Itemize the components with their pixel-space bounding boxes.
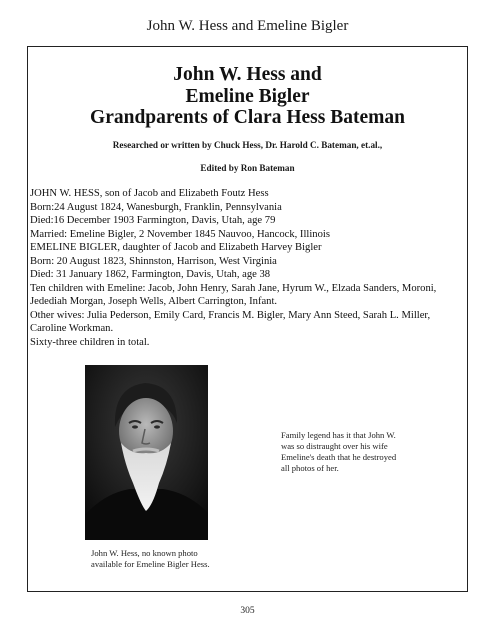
photo-caption: John W. Hess, no known photo available for Emeline Bigler Hess. — [91, 548, 210, 569]
fact-line: JOHN W. HESS, son of Jacob and Elizabeth Foutz Hess — [30, 188, 269, 199]
fact-line: EMELINE BIGLER, daughter of Jacob and Elizabeth Harvey Bigler — [30, 242, 322, 253]
fact-line: Other wives: Julia Pederson, Emily Card, Francis M. Bigler, Mary Ann Steed, Sarah L. Miller, Caroline Workman. — [30, 309, 431, 334]
title-line-3: Grandparents of Clara Hess Bateman — [90, 107, 405, 128]
fact-line: Married: Emeline Bigler, 2 November 1845 Nauvoo, Hancock, Illinois — [30, 228, 330, 240]
fact-line: Born:24 August 1824, Wanesburgh, Franklin, Pennsylvania — [30, 201, 282, 213]
family-facts — [30, 187, 460, 349]
fact-line: Sixty-three children in total. — [30, 336, 150, 348]
running-head: John W. Hess and Emeline Bigler — [146, 18, 349, 34]
fact-line: Died: 31 January 1862, Farmington, Davis, Utah, age 38 — [30, 269, 271, 280]
edited-by-credit: Edited by Ron Bateman — [200, 163, 295, 173]
page-title — [0, 64, 495, 129]
title-line-1: John W. Hess and — [173, 64, 322, 85]
fact-line: Ten children with Emeline: Jacob, John Henry, Sarah Jane, Hyrum W., Elzada Sanders, Moroni, Jedediah Morgan, Joseph Wells, Albert Carrington, Infant. — [30, 282, 437, 307]
title-line-2: Emeline Bigler — [185, 85, 310, 107]
family-legend-caption: Family legend has it that John W. was so distraught over his wife Emeline's death that he destroyed all photos of her. — [281, 430, 397, 473]
portrait-photo — [85, 365, 208, 540]
fact-line: Died:16 December 1903 Farmington, Davis, Utah, age 79 — [30, 215, 276, 226]
portrait-illustration — [85, 365, 208, 540]
page-number: 305 — [240, 606, 255, 616]
researched-by-credit: Researched or written by Chuck Hess, Dr. Harold C. Bateman, et.al., — [112, 140, 383, 150]
fact-line: Born: 20 August 1823, Shinnston, Harrison, West Virginia — [30, 255, 277, 267]
